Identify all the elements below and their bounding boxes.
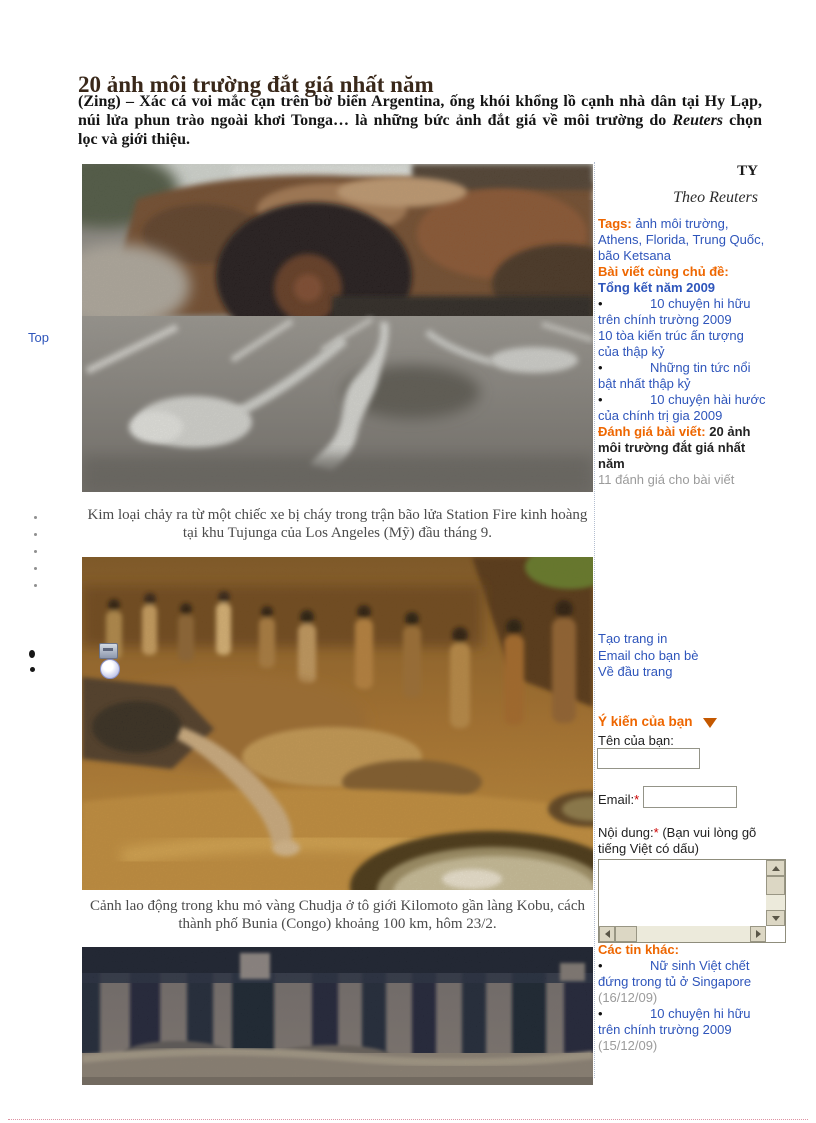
related-item xyxy=(598,328,766,360)
email-label: Email:* xyxy=(598,792,640,807)
comment-textarea[interactable] xyxy=(598,859,786,943)
related-label: Bài viết cùng chủ đề: xyxy=(598,264,729,279)
content-note: (Bạn vui lòng gõ tiếng Việt có dấu) xyxy=(598,825,757,856)
sidebar-divider xyxy=(594,162,595,1078)
tag-link[interactable]: ảnh môi trường, xyxy=(635,216,729,231)
arrow-up-icon xyxy=(772,866,780,871)
photo-overlay-camera-icon xyxy=(99,643,118,659)
bullet-icon: • xyxy=(598,360,603,375)
tag-link[interactable]: Athens, xyxy=(598,232,643,247)
other-news-date: (16/12/09) xyxy=(598,990,658,1005)
bullet-icon: • xyxy=(598,1006,603,1021)
burnt-car-image xyxy=(82,164,593,492)
gold-mine-image xyxy=(82,557,593,890)
scroll-right-button[interactable] xyxy=(750,926,766,942)
rating-block xyxy=(598,424,766,472)
other-news-link[interactable]: Nữ sinh Việt chết đứng trong tủ ở Singapore xyxy=(598,958,752,989)
content-label: Nội dung:* (Bạn vui lòng gõ tiếng Việt có dấu) xyxy=(598,825,757,856)
back-to-top-rail-link[interactable]: Top xyxy=(28,330,49,345)
list-bullet-dot xyxy=(34,567,37,570)
source-credit: Theo Reuters xyxy=(673,189,758,206)
photo-overlay-orb-icon xyxy=(100,659,120,679)
scroll-up-button[interactable] xyxy=(766,860,785,876)
scroll-down-button[interactable] xyxy=(766,910,785,926)
related-topic-link[interactable]: Tổng kết năm 2009 xyxy=(598,280,716,295)
photo-caption: Cảnh lao động trong khu mỏ vàng Chudja ở tô giới Kilomoto gần làng Kobu, cách thành phố Bunia (Congo) khoảng 100 km, hôm 23/2. xyxy=(90,898,585,932)
related-item-link[interactable]: Những tin tức nổi bật nhất thập kỷ xyxy=(598,360,751,391)
textarea-hscrollbar[interactable] xyxy=(599,926,766,942)
tag-link[interactable]: Florida, xyxy=(645,232,690,247)
source-name-italic: Reuters xyxy=(672,112,724,129)
rating-count: 11 đánh giá cho bài viết xyxy=(598,472,735,487)
related-item-link[interactable]: 10 tòa kiến trúc ấn tượng của thập kỷ xyxy=(598,328,744,359)
tag-link[interactable]: Trung Quốc, xyxy=(692,232,765,247)
page-bottom-divider xyxy=(8,1119,808,1120)
other-news-label: Các tin khác: xyxy=(598,942,679,957)
required-asterisk: * xyxy=(634,792,640,807)
photo-gold-mine xyxy=(82,557,593,890)
hscroll-thumb[interactable] xyxy=(615,926,637,942)
name-label: Tên của bạn: xyxy=(598,733,674,748)
arrow-down-icon xyxy=(772,916,780,921)
other-news-item xyxy=(598,958,766,990)
scroll-left-button[interactable] xyxy=(599,926,615,942)
list-bullet-dot xyxy=(34,516,37,519)
page-title: 20 ảnh môi trường đắt giá nhất năm xyxy=(78,72,434,98)
photo-caption: Kim loại chảy ra từ một chiếc xe bị cháy trong trận bão lửa Station Fire kinh hoàng tại khu Tujunga của Los Angeles (Mỹ) đầu tháng 9. xyxy=(87,507,588,541)
comment-section-heading: Ý kiến của bạn xyxy=(598,714,788,729)
article-actions xyxy=(598,631,766,681)
name-input[interactable] xyxy=(597,748,700,769)
email-input[interactable] xyxy=(643,786,737,808)
bullet-icon: • xyxy=(598,392,603,407)
bullet-icon: • xyxy=(598,958,603,973)
related-item-link[interactable]: 10 chuyện hi hữu trên chính trường 2009 xyxy=(598,296,751,327)
arrow-right-icon xyxy=(756,930,761,938)
list-bullet-dot xyxy=(34,533,37,536)
tags-label: Tags: xyxy=(598,216,632,231)
article-lead xyxy=(78,92,762,149)
tags-block xyxy=(598,216,766,264)
author-initials: TY xyxy=(737,163,758,179)
list-bullet-dot xyxy=(34,550,37,553)
photo-burnt-bridge xyxy=(82,947,593,1085)
related-item xyxy=(598,392,766,424)
related-item xyxy=(598,296,766,328)
other-news xyxy=(598,942,766,1054)
sidebar-info xyxy=(598,216,766,488)
vscroll-thumb[interactable] xyxy=(766,876,785,895)
other-news-date: (15/12/09) xyxy=(598,1038,658,1053)
rating-title: 20 ảnh môi trường đắt giá nhất năm xyxy=(598,424,751,471)
rating-label: Đánh giá bài viết: xyxy=(598,424,706,439)
burnt-bridge-image xyxy=(82,947,593,1085)
related-item xyxy=(598,360,766,392)
stray-bullet-dot xyxy=(29,650,35,658)
print-link[interactable]: Tạo trang in xyxy=(598,631,668,646)
tag-link[interactable]: bão Ketsana xyxy=(598,248,672,263)
email-link[interactable]: Email cho bạn bè xyxy=(598,647,699,663)
photo-burnt-car xyxy=(82,164,593,492)
lead-line: (Zing) – Xác cá voi mắc cạn trên bờ biển Argentina, ống khói khổng lồ cạnh nhà dân tại Hy Lạp, xyxy=(78,93,762,110)
lead-line: lọc và giới thiệu. xyxy=(78,131,190,148)
related-item-link[interactable]: 10 chuyện hài hước của chính trị gia 2009 xyxy=(598,392,766,423)
stray-bullet-dot xyxy=(30,667,35,672)
bullet-icon: • xyxy=(598,296,603,311)
other-news-item xyxy=(598,1006,766,1038)
required-asterisk: * xyxy=(653,825,659,840)
textarea-vscrollbar[interactable] xyxy=(766,860,785,926)
back-to-top-link[interactable]: Về đầu trang xyxy=(598,664,673,679)
dropdown-arrow-icon xyxy=(703,718,717,728)
other-news-link[interactable]: 10 chuyện hi hữu trên chính trường 2009 xyxy=(598,1006,751,1037)
lead-line: núi lửa phun trào ngoài khơi Tonga… là những bức ảnh đắt giá về môi trường do Reuters chọn xyxy=(78,112,762,129)
list-bullet-dot xyxy=(34,584,37,587)
arrow-left-icon xyxy=(605,930,610,938)
